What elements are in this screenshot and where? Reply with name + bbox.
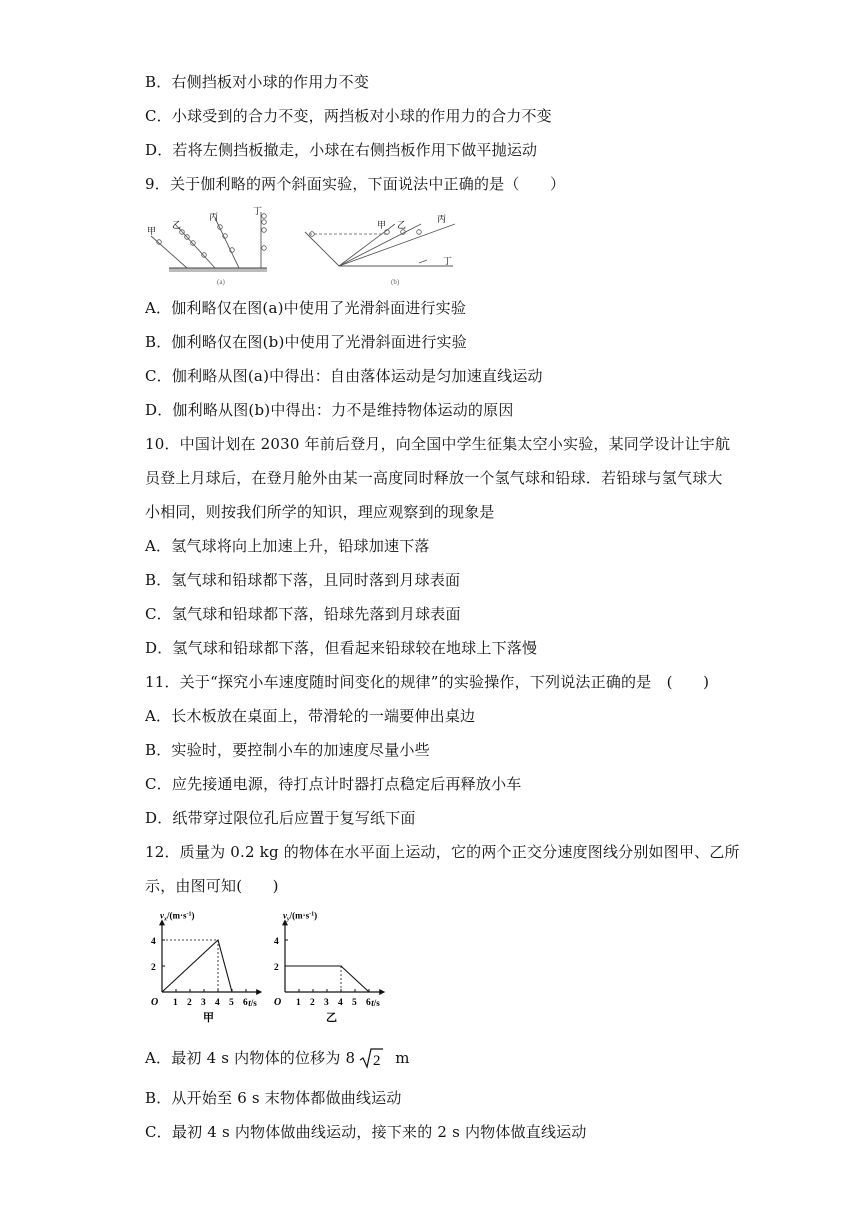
q10-stem-line-2: 员登上月球后，在登月舱外由某一高度同时释放一个氢气球和铅球．若铅球与氢气球大 — [145, 469, 723, 487]
q9-stem: 9．关于伽利略的两个斜面实验，下面说法中正确的是（ ） — [145, 175, 566, 193]
slope-yi — [175, 224, 215, 268]
q12-option-a-text: A．最初 4 s 内物体的位移为 8 — [145, 1049, 356, 1067]
x-tick-label: 1 — [296, 998, 301, 1008]
fig-a-label-bing: 丙 — [209, 212, 219, 222]
fig-b-label-yi: 乙 — [397, 220, 407, 230]
galileo-figure-b — [295, 208, 465, 290]
sqrt-expression — [359, 1046, 383, 1070]
incline-left — [305, 232, 339, 266]
q10-option-b: B．氢气球和铅球都下落，且同时落到月球表面 — [145, 571, 461, 589]
x-tick-label: 1 — [173, 998, 178, 1008]
q11-option-a: A．长木板放在桌面上，带滑轮的一端要伸出桌边 — [145, 707, 476, 725]
y-tick-label: 4 — [151, 937, 156, 947]
x-tick-label: 3 — [324, 998, 329, 1008]
galileo-figure-a — [145, 204, 280, 290]
x-tick-label: 2 — [187, 998, 192, 1008]
fig-b-label-jia: 甲 — [377, 220, 387, 230]
q11-option-d: D．纸带穿过限位孔后应置于复写纸下面 — [145, 809, 416, 827]
fig-b-caption: (b) — [391, 278, 400, 286]
x-axis-arrow — [379, 989, 385, 995]
q10-option-a: A．氢气球将向上加速上升，铅球加速下落 — [145, 537, 430, 555]
x-axis-arrow — [256, 989, 262, 995]
x-tick-label: 3 — [201, 998, 206, 1008]
slope-jia — [151, 236, 187, 268]
x-tick-label: 6 — [366, 998, 371, 1008]
incline-yi — [339, 224, 421, 266]
y-tick-label: 4 — [274, 937, 279, 947]
q10-stem-line-1: 10．中国计划在 2030 年前后登月，向全国中学生征集太空小实验，某同学设计让宇航 — [145, 435, 731, 453]
q8-option-c: C．小球受到的合力不变，两挡板对小球的作用力的合力不变 — [145, 107, 552, 125]
sqrt-radicand: 2 — [373, 1053, 381, 1069]
x-tick-label: 4 — [215, 998, 220, 1008]
q9-option-b: B．伽利略仅在图(b)中使用了光滑斜面进行实验 — [145, 333, 467, 351]
chart-caption: 甲 — [203, 1012, 214, 1024]
x-axis-label: t/s — [248, 998, 257, 1008]
q8-option-b: B．右侧挡板对小球的作用力不变 — [145, 73, 370, 91]
q12-stem-line-1: 12．质量为 0.2 kg 的物体在水平面上运动，它的两个正交分速度图线分别如图甲、乙所 — [145, 843, 740, 861]
fig-a-caption: (a) — [217, 278, 225, 286]
y-axis-label: $v_y/(m\cdot s^{-1})$ — [283, 910, 318, 923]
x-tick-label: 6 — [243, 998, 248, 1008]
q9-option-d: D．伽利略从图(b)中得出：力不是维持物体运动的原因 — [145, 401, 514, 419]
x-tick-label: 2 — [310, 998, 315, 1008]
fig-a-label-jia: 甲 — [147, 226, 157, 236]
q10-stem-line-3: 小相同，则按我们所学的知识，理应观察到的现象是 — [145, 503, 495, 521]
q9-option-c: C．伽利略从图(a)中得出：自由落体运动是匀加速直线运动 — [145, 367, 543, 385]
incline-bing — [339, 224, 455, 266]
motion-arrow — [419, 260, 427, 263]
origin-label: O — [274, 997, 282, 1008]
q12-option-c: C．最初 4 s 内物体做曲线运动，接下来的 2 s 内物体做直线运动 — [145, 1123, 587, 1141]
q11-option-c: C．应先接通电源，待打点计时器打点稳定后再释放小车 — [145, 775, 522, 793]
fig-b-label-bing: 丙 — [437, 214, 447, 224]
q12-option-a-unit: m — [395, 1049, 410, 1067]
q11-option-b: B．实验时，要控制小车的加速度尽量小些 — [145, 741, 430, 759]
q9-option-a: A．伽利略仅在图(a)中使用了光滑斜面进行实验 — [145, 299, 467, 317]
q12-stem-line-2: 示，由图可知( ) — [145, 877, 279, 895]
q10-option-d: D．氢气球和铅球都下落，但看起来铅球较在地球上下落慢 — [145, 639, 538, 657]
q10-option-c: C．氢气球和铅球都下落，铅球先落到月球表面 — [145, 605, 461, 623]
series-line — [285, 966, 369, 992]
y-tick-label: 2 — [274, 963, 279, 973]
origin-label: O — [151, 997, 159, 1008]
q8-option-d: D．若将左侧挡板撤走，小球在右侧挡板作用下做平抛运动 — [145, 141, 538, 159]
x-axis-label: t/s — [371, 998, 380, 1008]
y-axis-label: $v_x/(m\cdot s^{-1})$ — [160, 910, 195, 923]
fig-a-label-ding: 丁 — [253, 206, 263, 216]
x-tick-label: 5 — [352, 998, 357, 1008]
chart-caption: 乙 — [326, 1012, 337, 1024]
series-line — [162, 940, 232, 992]
q12-option-a — [145, 1046, 410, 1070]
q12-option-b: B．从开始至 6 s 末物体都做曲线运动 — [145, 1089, 402, 1107]
x-tick-label: 4 — [338, 998, 343, 1008]
vy-time-chart-yi — [268, 906, 398, 1028]
x-tick-label: 5 — [229, 998, 234, 1008]
fig-a-label-yi: 乙 — [172, 220, 182, 230]
q11-stem: 11．关于“探究小车速度随时间变化的规律”的实验操作，下列说法正确的是 ( ) — [145, 673, 710, 691]
vx-time-chart-jia — [145, 906, 275, 1028]
fig-b-label-ding: 丁 — [443, 256, 453, 266]
sqrt-symbol — [359, 1046, 383, 1070]
ground-hatch — [169, 268, 267, 272]
incline-jia — [339, 224, 395, 266]
y-tick-label: 2 — [151, 963, 156, 973]
